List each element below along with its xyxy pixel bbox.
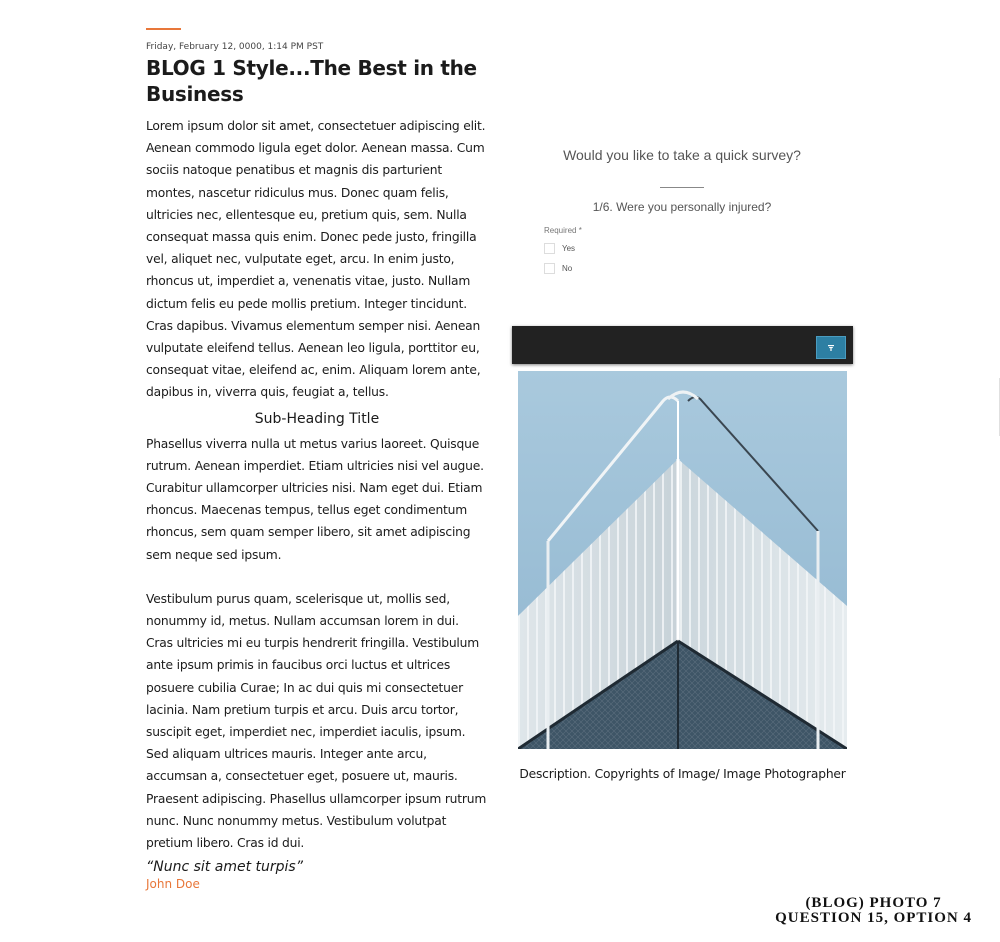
- survey-option-label: Yes: [562, 244, 576, 253]
- survey-title: Would you like to take a quick survey?: [563, 147, 801, 163]
- article-paragraph-3: Vestibulum purus quam, scelerisque ut, mollis sed, nonummy id, metus. Nullam accumsan lorem in dui. Cras ultricies mi eu turpis hendrerit fringilla. Vestibulum ante ipsum primis in faucibus orci luctus et ultrices posuere cubilia Curae; In ac dui quis mi consectetuer lacinia. Nam pretium turpis et arcu. Duis arcu tortor, suscipit eget, imperdiet nec, imperdiet iaculis, ipsum. Sed aliquam ultrices mauris. Integer ante arcu, accumsan a, consectetuer eget, posuere ut, mauris. Praesent adipiscing. Phasellus ullamcorper ipsum rutrum nunc. Nunc nonummy metus. Vestibulum volutpat pretium libero. Cras id dui.: [146, 591, 487, 851]
- yes-checkbox[interactable]: [544, 243, 555, 254]
- survey-required-label: Required *: [544, 226, 582, 235]
- survey-option-yes[interactable]: [544, 243, 575, 254]
- survey-divider: [660, 187, 704, 188]
- quote-author-link[interactable]: John Doe: [146, 877, 200, 892]
- article: [146, 42, 488, 892]
- article-subheading: Sub-Heading Title: [254, 410, 380, 427]
- image-caption: Description. Copyrights of Image/ Image Photographer: [519, 767, 846, 782]
- flag-icon: [827, 339, 835, 357]
- survey-option-no[interactable]: [544, 263, 572, 274]
- photo-stamp: [775, 896, 972, 926]
- image-toolbar: [512, 326, 853, 364]
- accent-line: [146, 28, 181, 30]
- pull-quote: “Nunc sit amet turpis”: [146, 859, 303, 876]
- survey-option-label: No: [562, 264, 573, 273]
- stamp-line-2: QUESTION 15, OPTION 4: [775, 910, 972, 926]
- stamp-line-1: (BLOG) PHOTO 7: [805, 895, 942, 911]
- survey-question: 1/6. Were you personally injured?: [592, 200, 772, 214]
- article-paragraph-1: Lorem ipsum dolor sit amet, consectetuer adipiscing elit. Aenean commodo ligula eget dolor. Aenean massa. Cum sociis natoque penatibus et magnis dis parturient montes, nascetur ridiculus mus. Donec quam felis, ultricies nec, ellentesque eu, pretium quis, sem. Nulla consequat massa quis enim. Donec pede justo, fringilla vel, aliquet nec, vulputate eget, arcu. In enim justo, rhoncus ut, imperdiet a, venenatis vitae, justo. Nullam dictum felis eu pede mollis pretium. Integer tincidunt. Cras dapibus. Vivamus elementum semper nisi. Aenean vulputate eleifend tellus. Aenean leo ligula, porttitor eu, consequat vitae, eleifend ac, enim. Aliquam lorem ante, dapibus in, viverra quis, feugiat a, tellus.: [146, 119, 486, 400]
- article-paragraph-2: Phasellus viverra nulla ut metus varius laoreet. Quisque rutrum. Aenean imperdiet. Etiam ultricies nisi vel augue. Curabitur ullamcorper ultricies nisi. Nam eget dui. Etiam rhoncus. Maecenas tempus, tellus eget condimentum rhoncus, sem quam semper libero, sit amet adipiscing sem neque sed ipsum.: [146, 436, 484, 562]
- paragraph-spacer: [146, 566, 488, 588]
- building-photo: [518, 371, 847, 749]
- toolbar-action-button[interactable]: [816, 336, 846, 359]
- article-title: BLOG 1 Style...The Best in the Business: [146, 56, 477, 106]
- no-checkbox[interactable]: [544, 263, 555, 274]
- article-date: Friday, February 12, 0000, 1:14 PM PST: [146, 42, 324, 52]
